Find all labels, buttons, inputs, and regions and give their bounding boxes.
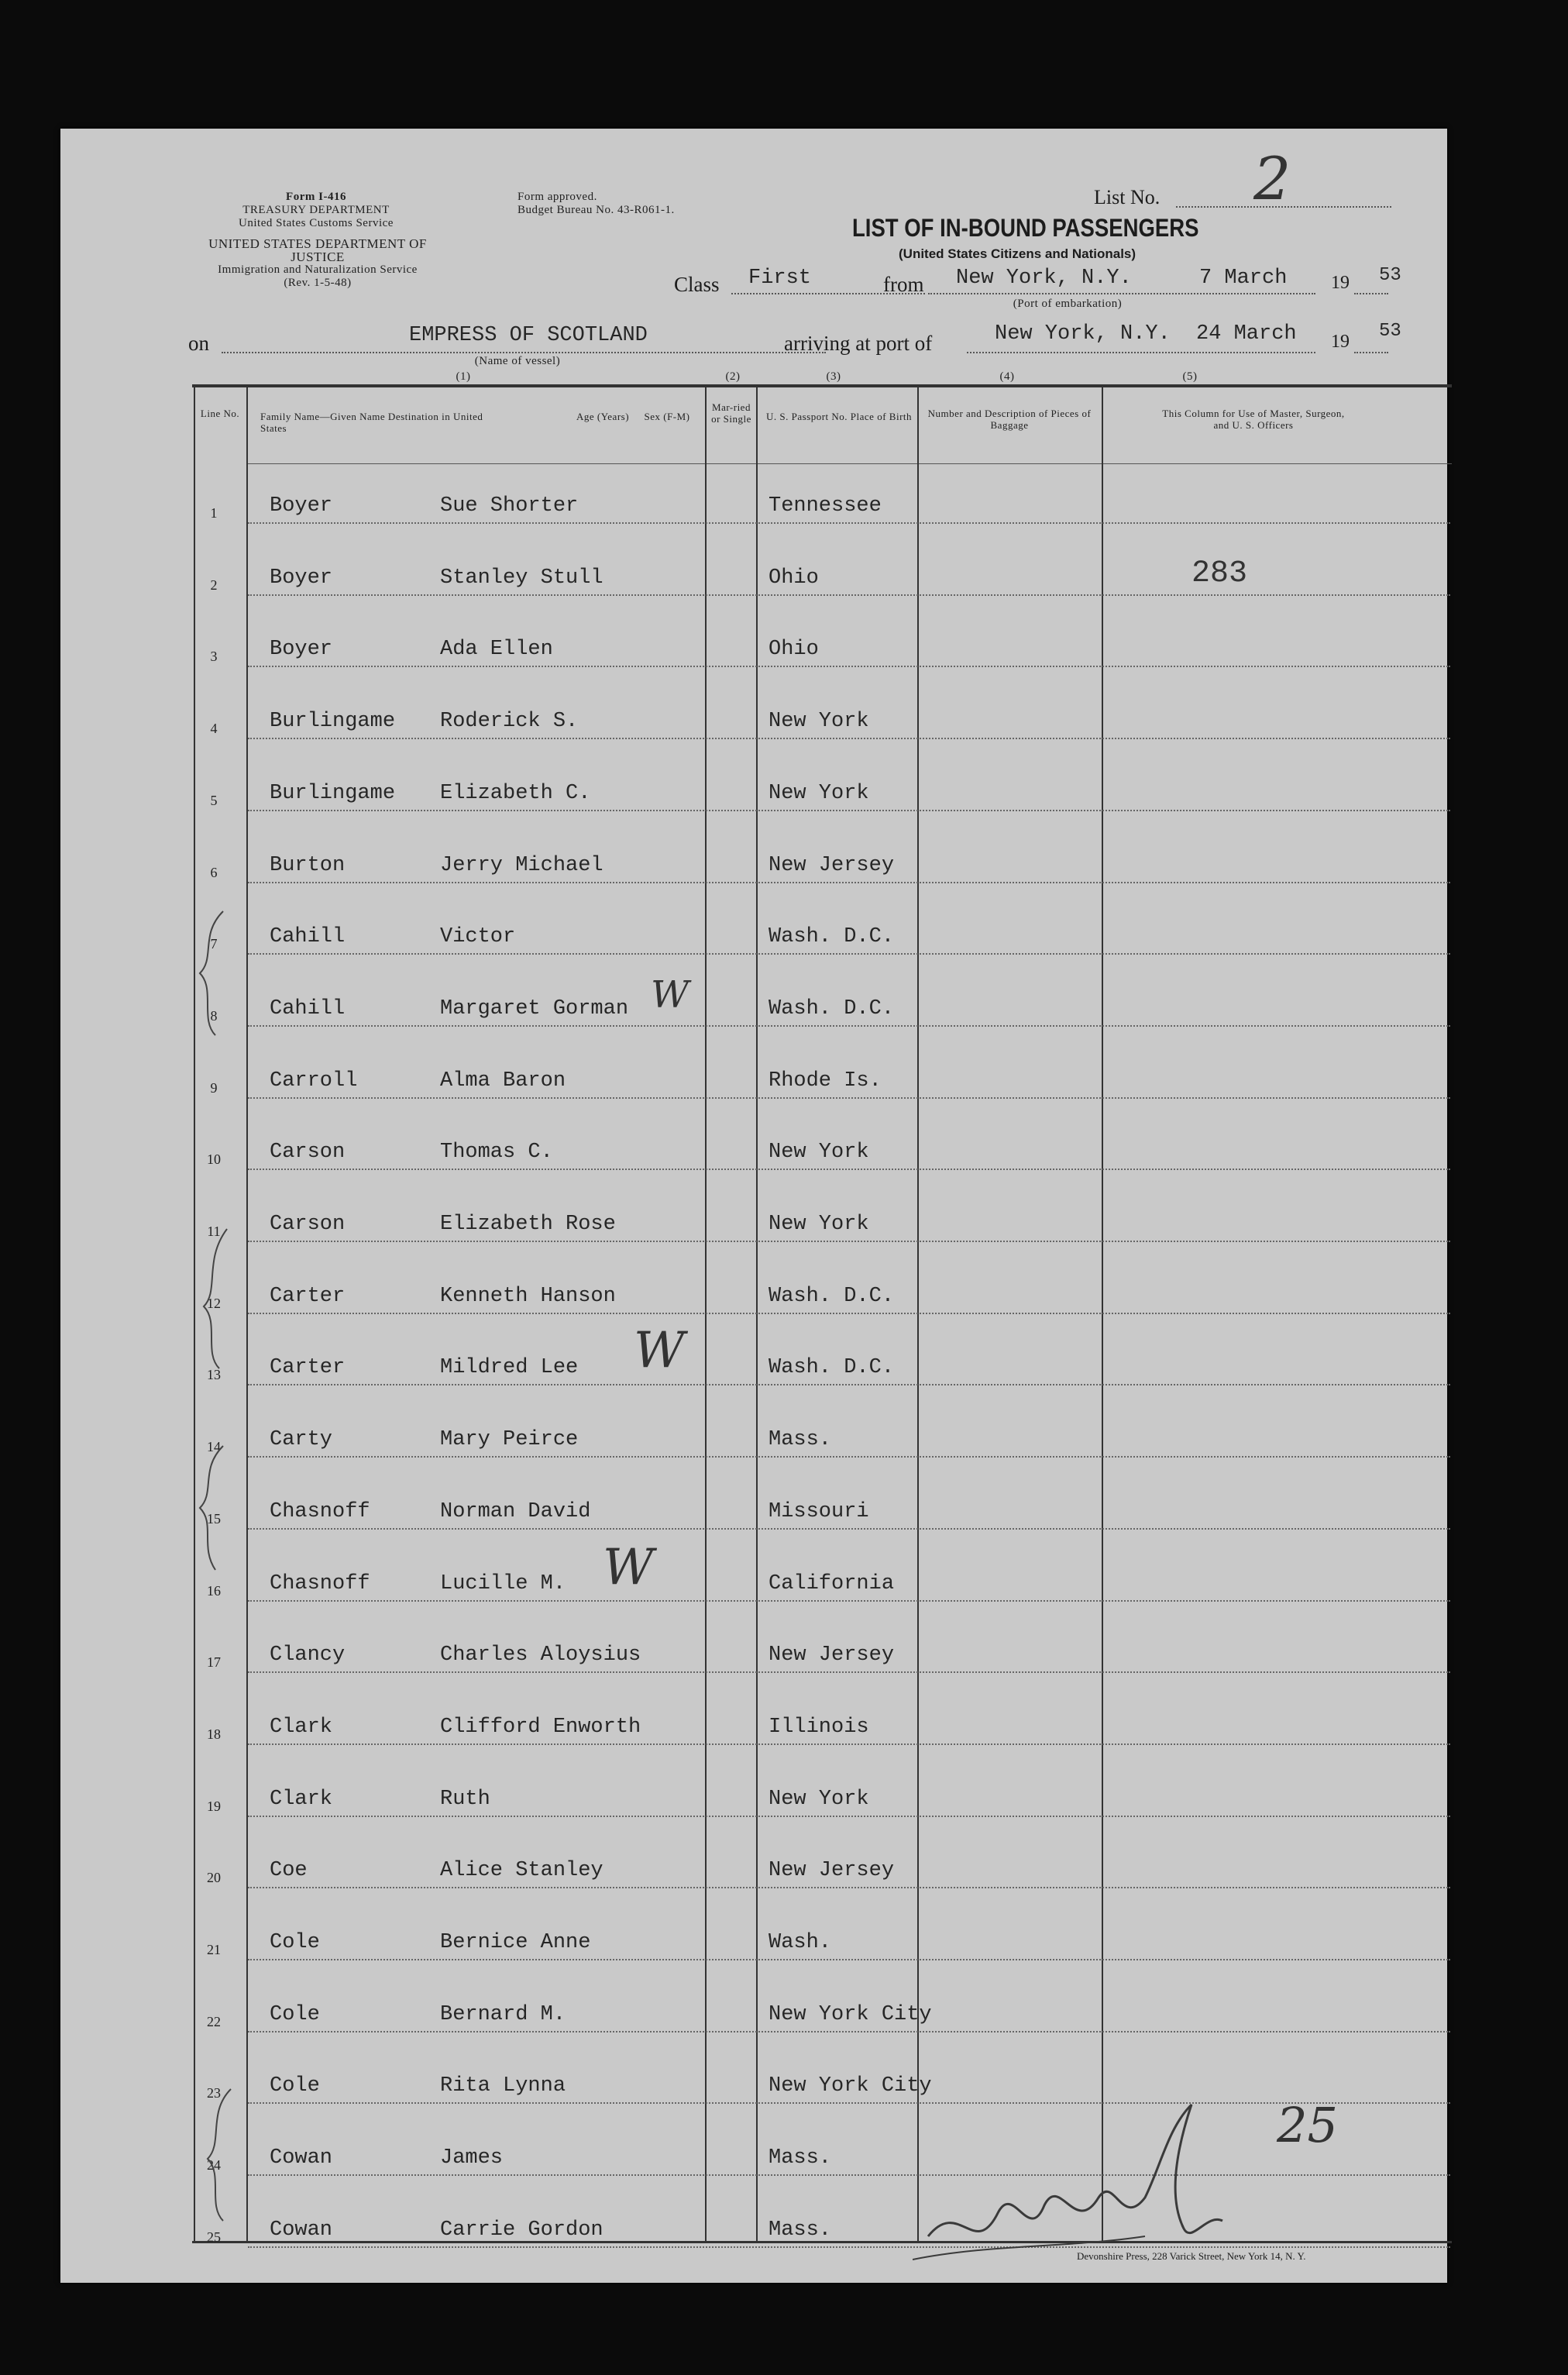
- justice-department: UNITED STATES DEPARTMENT OF JUSTICE: [208, 236, 427, 264]
- header-age: Age (Years): [576, 411, 630, 422]
- family-name: Clark: [270, 1715, 333, 1739]
- table-row: [60, 997, 1447, 1028]
- col-number-4: (4): [999, 370, 1015, 383]
- family-name: Boyer: [270, 566, 333, 590]
- line-number: 12: [207, 1295, 221, 1311]
- table-row: [60, 1141, 1447, 1172]
- line-number: 18: [207, 1726, 221, 1742]
- table-row: [60, 782, 1447, 813]
- given-name: Thomas C.: [440, 1141, 553, 1165]
- place-of-birth: Wash.: [769, 1931, 832, 1954]
- table-row: [60, 1931, 1447, 1962]
- table-row: [60, 494, 1447, 525]
- wife-mark: W: [603, 1539, 654, 1596]
- place-of-birth: Wash. D.C.: [769, 996, 895, 1021]
- line-number: 4: [210, 721, 218, 737]
- form-header-treasury: [215, 191, 417, 230]
- header-married: Mar-ried or Single: [711, 401, 751, 425]
- revision: (Rev. 1-5-48): [284, 277, 352, 289]
- wife-mark: W: [651, 973, 689, 1017]
- family-name: Coe: [270, 1859, 308, 1883]
- family-name: Boyer: [270, 494, 333, 518]
- place-of-birth: Missouri: [769, 1499, 869, 1523]
- page-subtitle: (United States Citizens and Nationals): [899, 246, 1136, 261]
- place-of-birth: Mass.: [769, 1428, 832, 1452]
- given-name: Carrie Gordon: [440, 2218, 603, 2242]
- header-line-no: Line No.: [200, 408, 240, 419]
- line-number: 22: [207, 2013, 221, 2029]
- table-row: [60, 1500, 1447, 1531]
- header-name: Family Name—Given Name Destination in United States: [260, 411, 483, 434]
- line-number: 1: [210, 505, 218, 521]
- vessel-line: [222, 352, 826, 353]
- from-date: 7 March: [1199, 267, 1288, 290]
- given-name: Mildred Lee: [440, 1356, 579, 1380]
- table-header-rule: [248, 463, 1452, 464]
- line-number: 21: [207, 1942, 221, 1957]
- given-name: Ruth: [440, 1787, 490, 1811]
- from-port: New York, N.Y.: [956, 267, 1132, 290]
- family-name: Carter: [270, 1284, 346, 1308]
- line-number: 6: [210, 864, 218, 880]
- col-number-3: (3): [826, 370, 841, 383]
- header-officers: This Column for Use of Master, Surgeon, and U. S. Officers: [1162, 408, 1345, 431]
- table-row: [60, 1069, 1447, 1100]
- budget-bureau: Budget Bureau No. 43-R061-1.: [518, 204, 675, 216]
- line-number: 17: [207, 1654, 221, 1671]
- given-name: Elizabeth Rose: [440, 1213, 616, 1236]
- family-name: Burlingame: [270, 710, 396, 734]
- header-sex: Sex (F-M): [644, 411, 690, 422]
- manifest-page: [60, 129, 1447, 2283]
- family-name: Boyer: [270, 638, 333, 662]
- class-value: First: [748, 267, 812, 290]
- arrival-date: 24 March: [1196, 322, 1297, 346]
- line-number: 3: [210, 649, 218, 665]
- family-name: Cahill: [270, 996, 346, 1021]
- table-row: [60, 1356, 1447, 1387]
- wife-mark: W: [634, 1322, 685, 1379]
- form-approval: [518, 191, 750, 217]
- family-name: Carson: [270, 1213, 346, 1236]
- place-of-birth: Wash. D.C.: [769, 925, 895, 949]
- arrival-line: [967, 352, 1315, 353]
- family-name: Chasnoff: [270, 1499, 370, 1523]
- line-number: 19: [207, 1798, 221, 1814]
- col-number-1: (1): [456, 370, 471, 383]
- list-no-value: 2: [1253, 144, 1291, 213]
- place-of-birth: New York: [769, 1787, 869, 1811]
- header-baggage: Number and Description of Pieces of Baggage: [927, 408, 1092, 431]
- family-name: Cahill: [270, 925, 346, 949]
- from-line: [928, 293, 1315, 294]
- family-name: Burton: [270, 853, 346, 877]
- table-row: [60, 710, 1447, 741]
- arrival-port: New York, N.Y.: [995, 322, 1171, 346]
- on-label: on: [188, 332, 209, 355]
- from-year-prefix: 19: [1331, 273, 1350, 293]
- line-number: 11: [207, 1224, 221, 1239]
- given-name: Mary Peirce: [440, 1428, 579, 1452]
- family-bracket-marks: [169, 904, 262, 2236]
- place-of-birth: Illinois: [769, 1715, 869, 1739]
- family-name: Carter: [270, 1356, 346, 1380]
- place-of-birth: California: [769, 1571, 895, 1595]
- arrival-year-line: [1354, 352, 1388, 353]
- place-of-birth: Ohio: [769, 638, 819, 662]
- list-no-label: List No.: [1094, 186, 1161, 208]
- given-name: Victor: [440, 925, 516, 949]
- given-name: Jerry Michael: [440, 853, 603, 877]
- place-of-birth: New York: [769, 1141, 869, 1165]
- form-number: Form I-416: [286, 191, 346, 203]
- table-row: [60, 1788, 1447, 1819]
- place-of-birth: Wash. D.C.: [769, 1356, 895, 1380]
- family-name: Burlingame: [270, 781, 396, 805]
- family-name: Chasnoff: [270, 1571, 370, 1595]
- place-of-birth: New York: [769, 781, 869, 805]
- line-number: 13: [207, 1367, 221, 1383]
- given-name: Margaret Gorman: [440, 996, 629, 1021]
- place-of-birth: Ohio: [769, 566, 819, 590]
- given-name: Clifford Enworth: [440, 1715, 641, 1739]
- place-of-birth: New York City: [769, 2002, 932, 2026]
- line-number: 5: [210, 792, 218, 808]
- family-name: Carty: [270, 1428, 333, 1452]
- col-number-5: (5): [1182, 370, 1198, 383]
- family-name: Clark: [270, 1787, 333, 1811]
- line-number: 16: [207, 1582, 221, 1599]
- line-number: 9: [210, 1079, 218, 1096]
- table-row: [60, 1716, 1447, 1747]
- class-label: Class: [674, 273, 720, 296]
- from-year-line: [1354, 293, 1388, 294]
- form-approved: Form approved.: [518, 191, 597, 203]
- line-number: 20: [207, 1870, 221, 1886]
- printer-footer: Devonshire Press, 228 Varick Street, New York 14, N. Y.: [1077, 2250, 1306, 2262]
- given-name: Sue Shorter: [440, 494, 579, 518]
- given-name: Alma Baron: [440, 1069, 566, 1093]
- place-of-birth: New York City: [769, 2074, 932, 2098]
- header-passport: U. S. Passport No. Place of Birth: [765, 411, 913, 422]
- given-name: Kenneth Hanson: [440, 1284, 616, 1308]
- place-of-birth: New York: [769, 710, 869, 734]
- treasury-department: TREASURY DEPARTMENT: [242, 204, 390, 216]
- ins-service: Immigration and Naturalization Service: [218, 263, 418, 276]
- table-row: [60, 2003, 1447, 2034]
- family-name: Cole: [270, 2074, 320, 2098]
- given-name: Elizabeth C.: [440, 781, 591, 805]
- line-number: 25: [207, 2229, 221, 2245]
- table-row: [60, 1213, 1447, 1244]
- from-label: from: [883, 273, 924, 296]
- line-number: 23: [207, 2085, 221, 2101]
- table-row: [60, 1572, 1447, 1603]
- vessel-name: EMPRESS OF SCOTLAND: [409, 324, 648, 347]
- family-name: Carson: [270, 1141, 346, 1165]
- given-name: Stanley Stull: [440, 566, 603, 590]
- given-name: Bernard M.: [440, 2002, 566, 2026]
- line-number: 8: [210, 1007, 218, 1024]
- table-row: [60, 1644, 1447, 1675]
- family-name: Carroll: [270, 1069, 358, 1093]
- place-of-birth: Mass.: [769, 2218, 832, 2242]
- table-row: [60, 638, 1447, 669]
- customs-service: United States Customs Service: [239, 217, 394, 229]
- line-number: 14: [207, 1439, 221, 1455]
- place-of-birth: Tennessee: [769, 494, 882, 518]
- line-number: 24: [207, 2157, 221, 2174]
- line-number: 7: [210, 936, 218, 952]
- given-name: James: [440, 2146, 504, 2170]
- form-header-justice: [186, 237, 449, 290]
- place-of-birth: Rhode Is.: [769, 1069, 882, 1093]
- place-of-birth: Wash. D.C.: [769, 1284, 895, 1308]
- place-of-birth: Mass.: [769, 2146, 832, 2170]
- signature-scribble: [913, 2081, 1269, 2275]
- family-name: Clancy: [270, 1644, 346, 1668]
- given-name: Alice Stanley: [440, 1859, 603, 1883]
- place-of-birth: New York: [769, 1213, 869, 1236]
- table-row: [60, 854, 1447, 885]
- family-name: Cole: [270, 1931, 320, 1954]
- given-name: Lucille M.: [440, 1571, 566, 1595]
- line-number: 10: [207, 1151, 221, 1168]
- line-number: 15: [207, 1510, 221, 1527]
- table-row: [60, 1428, 1447, 1459]
- family-name: Cole: [270, 2002, 320, 2026]
- port-embarkation-note: (Port of embarkation): [1013, 298, 1123, 310]
- given-name: Norman David: [440, 1499, 591, 1523]
- table-row: [60, 1859, 1447, 1890]
- officer-note: 283: [1191, 556, 1248, 591]
- from-year: 53: [1379, 265, 1401, 286]
- given-name: Bernice Anne: [440, 1931, 591, 1954]
- margin-count: 25: [1277, 2097, 1338, 2153]
- vessel-note: (Name of vessel): [474, 355, 561, 367]
- given-name: Roderick S.: [440, 710, 579, 734]
- col-number-2: (2): [725, 370, 741, 383]
- family-name: Cowan: [270, 2146, 333, 2170]
- table-row: [60, 1285, 1447, 1316]
- given-name: Ada Ellen: [440, 638, 553, 662]
- arrival-year: 53: [1379, 321, 1401, 342]
- given-name: Rita Lynna: [440, 2074, 566, 2098]
- table-row: [60, 925, 1447, 956]
- place-of-birth: New Jersey: [769, 1644, 895, 1668]
- given-name: Charles Aloysius: [440, 1644, 641, 1668]
- family-name: Cowan: [270, 2218, 333, 2242]
- arriving-label: arriving at port of: [784, 332, 933, 355]
- arrival-year-prefix: 19: [1331, 332, 1350, 352]
- place-of-birth: New Jersey: [769, 853, 895, 877]
- page-title: LIST OF IN-BOUND PASSENGERS: [852, 214, 1199, 242]
- table-top-rule: [192, 384, 1452, 387]
- place-of-birth: New Jersey: [769, 1859, 895, 1883]
- line-number: 2: [210, 577, 218, 593]
